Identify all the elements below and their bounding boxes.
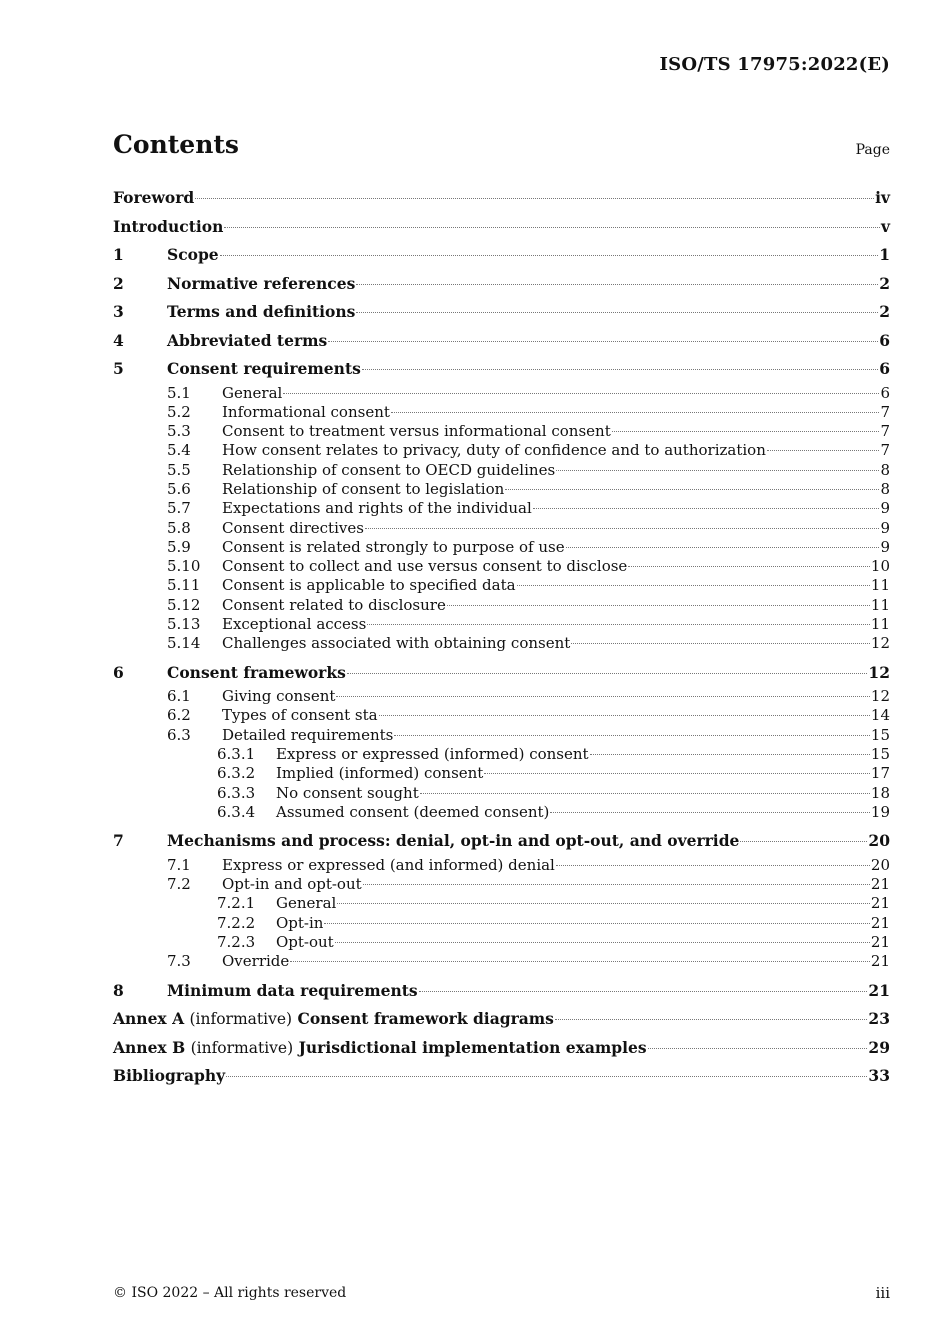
annex-label: Annex A: [113, 1009, 185, 1029]
toc-entry-page: v: [880, 216, 890, 236]
toc-entry-page: 7: [880, 402, 890, 421]
toc-entry-page: 1: [879, 245, 890, 264]
toc-entry-number: 6.2: [167, 706, 191, 725]
leader-dots: [347, 673, 868, 674]
leader-dots: [224, 227, 880, 228]
toc-entry-foreword[interactable]: [113, 184, 890, 213]
toc-entry-number: 5.7: [167, 499, 191, 518]
toc-entry-text: Relationship of consent to OECD guidelines: [222, 460, 556, 479]
toc-entry-page: 21: [868, 980, 890, 1000]
toc-entry-5-13[interactable]: [113, 615, 890, 634]
toc-entry-6-2[interactable]: [113, 706, 890, 725]
leader-dots: [533, 508, 880, 509]
toc-entry-text: Foreword: [113, 188, 195, 207]
annex-qualifier: (informative): [190, 1038, 294, 1057]
leader-dots: [590, 754, 870, 755]
toc-entry-4[interactable]: [113, 327, 890, 356]
toc-entry-8[interactable]: [113, 977, 890, 1006]
toc-entry-text: Override: [222, 952, 290, 971]
toc-entry-page: 9: [880, 537, 890, 556]
toc-entry-text: Informational consent: [222, 402, 390, 421]
toc-entry-page: 12: [870, 634, 890, 653]
toc-entry-page: 6: [879, 330, 890, 350]
toc-entry-number: 6.3.1: [217, 745, 256, 764]
toc-entry-text: Giving consent: [222, 687, 336, 706]
leader-dots: [556, 865, 870, 866]
toc-entry-number: 8: [113, 980, 124, 1000]
toc-entry-number: 5.3: [167, 422, 191, 441]
leader-dots: [648, 1048, 868, 1049]
toc-entry-number: 5.5: [167, 460, 191, 479]
toc-entry-text: General: [276, 894, 337, 913]
toc-entry-number: 5.1: [167, 383, 191, 402]
leader-dots: [336, 696, 869, 697]
toc-entry-7-3[interactable]: [113, 952, 890, 971]
toc-entry-7-2-3[interactable]: [113, 933, 890, 952]
leader-dots: [550, 812, 870, 813]
toc-entry-5-8[interactable]: [113, 519, 890, 538]
toc-entry-introduction[interactable]: [113, 213, 890, 242]
page-title: Contents: [113, 130, 240, 159]
document-id: ISO/TS 17975:2022(E): [659, 54, 890, 75]
toc-entry-text: Consent is applicable to specified data: [222, 576, 516, 595]
toc-entry-page: 6: [879, 359, 890, 378]
toc-entry-5-14[interactable]: [113, 634, 890, 653]
annex-label: Annex B: [113, 1037, 186, 1057]
leader-dots: [290, 961, 870, 962]
toc-entry-number: 1: [113, 245, 124, 264]
toc-entry-text: Types of consent sta: [222, 706, 378, 725]
toc-entry-number: 5.11: [167, 576, 201, 595]
toc-entry-7-2-1[interactable]: [113, 894, 890, 913]
toc-entry-text: Terms and definitions: [167, 302, 356, 321]
toc-entry-text: Consent frameworks: [167, 662, 346, 682]
toc-entry-5-10[interactable]: [113, 557, 890, 576]
toc-entry-page: 15: [870, 745, 890, 764]
toc-entry-page: 11: [870, 595, 890, 614]
toc-entry-1[interactable]: [113, 241, 890, 270]
leader-dots: [363, 884, 870, 885]
leader-dots: [447, 605, 870, 606]
leader-dots: [356, 312, 878, 313]
toc-entry-page: 6: [880, 383, 890, 402]
toc-entry-number: 5.12: [167, 595, 201, 614]
toc-entry-5-6[interactable]: [113, 480, 890, 499]
toc-entry-number: 7.2: [167, 875, 191, 894]
toc-entry-5-11[interactable]: [113, 576, 890, 595]
toc-entry-text: [113, 1034, 647, 1063]
leader-dots: [379, 715, 870, 716]
toc-entry-number: 7.2.1: [217, 894, 256, 913]
leader-dots: [335, 942, 870, 943]
toc-entry-7[interactable]: [113, 827, 890, 856]
toc-entry-page: 8: [880, 479, 890, 498]
toc-entry-bibliography[interactable]: [113, 1062, 890, 1091]
toc-entry-text: Relationship of consent to legislation: [222, 479, 505, 498]
toc-entry-5-7[interactable]: [113, 499, 890, 518]
leader-dots: [505, 489, 879, 490]
toc-entry-page: 12: [868, 662, 890, 682]
toc-entry-number: 6.3.4: [217, 802, 256, 821]
toc-entry-2[interactable]: [113, 270, 890, 299]
toc-entry-text: Expectations and rights of the individual: [222, 499, 532, 518]
toc-entry-text: Express or expressed (and informed) denial: [222, 855, 555, 874]
toc-entry-page: iv: [875, 188, 890, 207]
toc-entry-number: 5.9: [167, 537, 191, 556]
toc-entry-number: 7.2.2: [217, 913, 256, 932]
toc-entry-page: 19: [870, 802, 890, 821]
toc-entry-text: Consent directives: [222, 518, 364, 537]
toc-entry-page: 14: [870, 706, 890, 725]
toc-entry-number: 5.2: [167, 402, 191, 421]
toc-entry-page: 20: [870, 855, 890, 874]
leader-dots: [365, 528, 880, 529]
toc-entry-text: Opt-out: [276, 932, 334, 951]
toc-entry-7-2[interactable]: [113, 875, 890, 894]
toc-entry-5-12[interactable]: [113, 596, 890, 615]
toc-entry-number: 7.2.3: [217, 932, 256, 951]
leader-dots: [555, 1019, 868, 1020]
toc-entry-6-3-1[interactable]: [113, 745, 890, 764]
leader-dots: [324, 923, 869, 924]
toc-entry-text: Minimum data requirements: [167, 980, 418, 1000]
toc-entry-number: 5.8: [167, 518, 191, 537]
toc-entry-number: 6: [113, 662, 124, 682]
toc-entry-5-3[interactable]: [113, 422, 890, 441]
toc-entry-page: 17: [870, 764, 890, 783]
toc-entry-number: 2: [113, 273, 124, 293]
leader-dots: [419, 991, 868, 992]
leader-dots: [612, 431, 880, 432]
toc-entry-number: 5.4: [167, 441, 191, 460]
toc-entry-text: Introduction: [113, 216, 224, 236]
toc-entry-7-1[interactable]: [113, 856, 890, 875]
leader-dots: [283, 393, 879, 394]
toc-entry-page: 7: [880, 441, 890, 460]
toc-entry-text: Mechanisms and process: denial, opt-in and opt-out, and override: [167, 831, 740, 851]
toc-entry-page: 11: [870, 576, 890, 595]
toc-entry-page: 11: [870, 615, 890, 634]
toc-entry-5-1[interactable]: [113, 384, 890, 403]
toc-entry-text: No consent sought: [276, 783, 419, 802]
toc-entry-page: 21: [870, 932, 890, 951]
toc-entry-number: 6.3.2: [217, 764, 256, 783]
leader-dots: [362, 369, 878, 370]
toc-entry-text: Detailed requirements: [222, 725, 394, 744]
toc-entry-page: 9: [880, 499, 890, 518]
toc-entry-text: How consent relates to privacy, duty of confidence and to authorization: [222, 441, 766, 460]
leader-dots: [195, 198, 874, 199]
leader-dots: [571, 643, 870, 644]
toc-entry-5-5[interactable]: [113, 461, 890, 480]
toc-entry-6[interactable]: [113, 659, 890, 688]
annex-qualifier: (informative): [189, 1010, 293, 1029]
leader-dots: [628, 566, 870, 567]
toc-entry-number: 6.3.3: [217, 783, 256, 802]
toc-entry-text: Assumed consent (deemed consent): [276, 802, 550, 821]
toc-entry-6-3-2[interactable]: [113, 764, 890, 783]
toc-entry-page: 15: [870, 725, 890, 744]
toc-entry-5-4[interactable]: [113, 441, 890, 460]
toc-entry-text: Consent is related strongly to purpose of use: [222, 537, 565, 556]
toc-entry-page: 20: [868, 831, 890, 851]
leader-dots: [556, 470, 879, 471]
toc-entry-5-9[interactable]: [113, 538, 890, 557]
toc-entry-text: Abbreviated terms: [167, 330, 328, 350]
toc-entry-number: 5.14: [167, 634, 201, 653]
toc-entry-number: 5.13: [167, 615, 201, 634]
leader-dots: [517, 585, 870, 586]
leader-dots: [367, 624, 870, 625]
toc-entry-7-2-2[interactable]: [113, 914, 890, 933]
toc-entry-annex-a[interactable]: [113, 1005, 890, 1034]
toc-entry-page: 21: [870, 875, 890, 894]
toc-entry-annex-b[interactable]: [113, 1034, 890, 1063]
toc-entry-page: 10: [870, 557, 890, 576]
toc-entry-3[interactable]: [113, 298, 890, 327]
toc-entry-text: Consent to treatment versus informational consent: [222, 422, 611, 441]
toc-entry-page: 8: [880, 460, 890, 479]
toc-entry-text: Scope: [167, 245, 219, 264]
leader-dots: [337, 903, 870, 904]
toc-entry-number: 6.1: [167, 687, 191, 706]
toc-entry-6-3-4[interactable]: [113, 803, 890, 822]
leader-dots: [328, 341, 878, 342]
toc-entry-page: 2: [879, 302, 890, 321]
toc-entry-page: 12: [870, 687, 890, 706]
copyright-notice: © ISO 2022 – All rights reserved: [113, 1285, 347, 1301]
leader-dots: [420, 793, 870, 794]
toc-entry-text: Opt-in: [276, 913, 324, 932]
leader-dots: [767, 450, 880, 451]
page-number: iii: [875, 1284, 890, 1302]
toc-entry-6-3-3[interactable]: [113, 784, 890, 803]
toc-entry-page: 18: [870, 783, 890, 802]
page-column-label: Page: [855, 142, 890, 158]
toc-entry-6-1[interactable]: [113, 687, 890, 706]
table-of-contents: [113, 184, 890, 1091]
toc-entry-number: 5: [113, 359, 124, 378]
toc-entry-text: Consent related to disclosure: [222, 595, 446, 614]
toc-entry-page: 21: [870, 952, 890, 971]
leader-dots: [566, 547, 880, 548]
toc-entry-text: Express or expressed (informed) consent: [276, 745, 589, 764]
leader-dots: [391, 412, 880, 413]
toc-entry-6-3[interactable]: [113, 726, 890, 745]
leader-dots: [740, 841, 867, 842]
toc-entry-page: 9: [880, 518, 890, 537]
toc-entry-text: Bibliography: [113, 1066, 226, 1086]
toc-entry-number: 3: [113, 302, 124, 321]
toc-entry-text: [113, 1005, 554, 1034]
toc-entry-number: 5.6: [167, 479, 191, 498]
annex-title: Jurisdictional implementation examples: [298, 1037, 647, 1057]
toc-entry-page: 7: [880, 422, 890, 441]
toc-entry-text: Exceptional access: [222, 615, 367, 634]
toc-entry-number: 4: [113, 330, 124, 350]
toc-entry-text: General: [222, 383, 283, 402]
toc-entry-number: 7.1: [167, 855, 191, 874]
toc-entry-page: 23: [868, 1009, 890, 1029]
toc-entry-page: 21: [870, 913, 890, 932]
toc-entry-page: 21: [870, 894, 890, 913]
toc-entry-number: 6.3: [167, 725, 191, 744]
leader-dots: [220, 255, 879, 256]
toc-entry-page: 2: [879, 273, 890, 293]
leader-dots: [394, 735, 870, 736]
toc-entry-text: Consent requirements: [167, 359, 361, 378]
toc-entry-number: 5.10: [167, 557, 201, 576]
toc-entry-number: 7: [113, 831, 124, 851]
toc-entry-text: Normative references: [167, 273, 356, 293]
annex-title: Consent framework diagrams: [297, 1009, 554, 1029]
toc-entry-5[interactable]: [113, 355, 890, 384]
toc-entry-text: Consent to collect and use versus consent to disclose: [222, 557, 628, 576]
toc-entry-number: 7.3: [167, 952, 191, 971]
toc-entry-text: Challenges associated with obtaining consent: [222, 634, 571, 653]
leader-dots: [356, 284, 878, 285]
toc-entry-page: 29: [868, 1037, 890, 1057]
toc-entry-text: Implied (informed) consent: [276, 764, 484, 783]
toc-entry-5-2[interactable]: [113, 403, 890, 422]
leader-dots: [484, 773, 870, 774]
toc-entry-page: 33: [868, 1066, 890, 1086]
toc-entry-text: Opt-in and opt-out: [222, 875, 362, 894]
leader-dots: [226, 1076, 867, 1077]
